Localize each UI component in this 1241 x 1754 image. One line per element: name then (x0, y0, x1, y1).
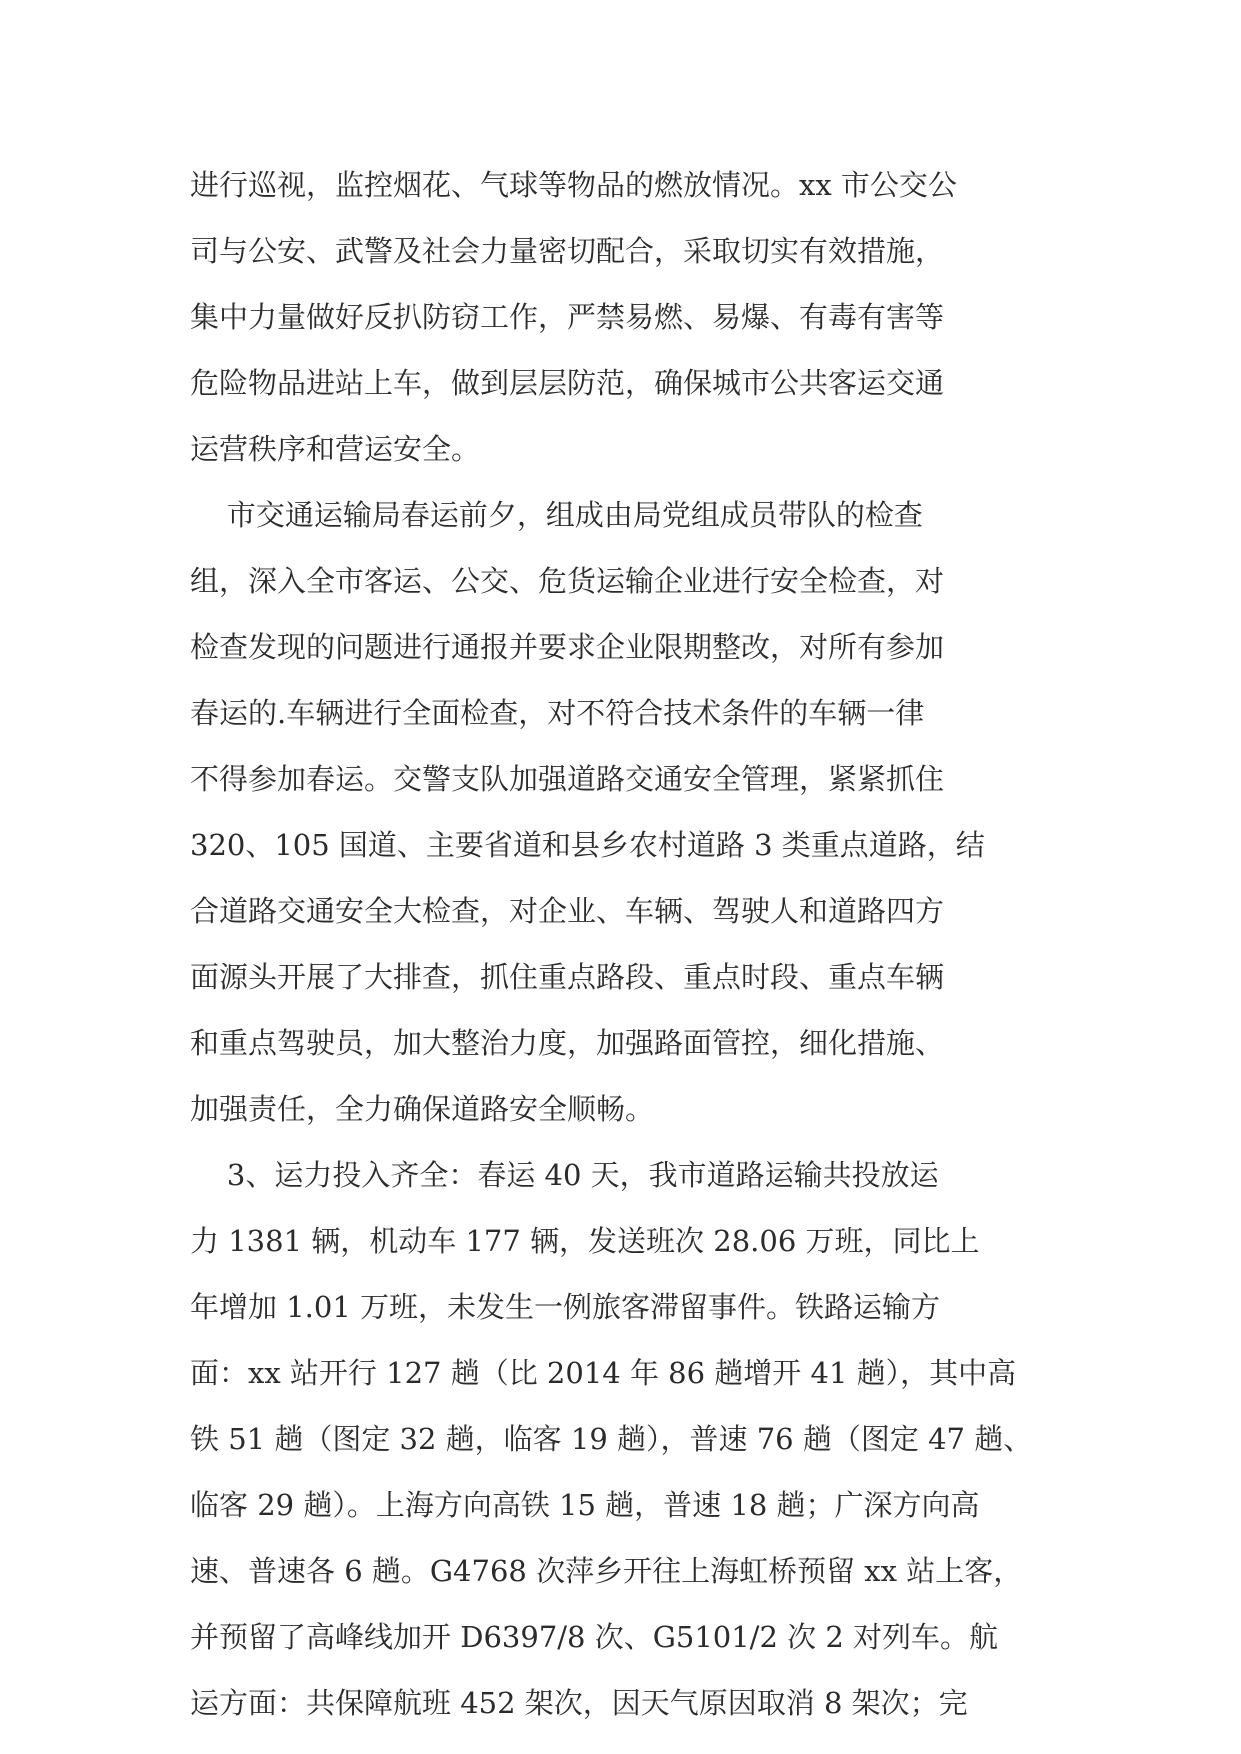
text-line: 春运的.车辆进行全面检查，对不符合技术条件的车辆一律 (190, 696, 925, 730)
text-line: 集中力量做好反扒防窃工作，严禁易燃、易爆、有毒有害等 (190, 300, 945, 334)
paragraph-start-line: 市交通运输局春运前夕，组成由局党组成员带队的检查 (190, 498, 923, 532)
text-line: 和重点驾驶员，加大整治力度，加强路面管控，细化措施、 (190, 1026, 945, 1060)
text-line: 面源头开展了大排查，抓住重点路段、重点时段、重点车辆 (190, 960, 945, 994)
text-line: 运方面：共保障航班 452 架次，因天气原因取消 8 架次；完 (190, 1686, 968, 1720)
body-text (190, 152, 1070, 1736)
text-line: 力 1381 辆，机动车 177 辆，发送班次 28.06 万班，同比上 (190, 1224, 980, 1258)
text-line: 不得参加春运。交警支队加强道路交通安全管理，紧紧抓住 (190, 762, 945, 796)
text-line: 320、105 国道、主要省道和县乡农村道路 3 类重点道路，结 (190, 828, 985, 862)
text-line: 运营秩序和营运安全。 (190, 432, 481, 466)
text-line: 面：xx 站开行 127 趟（比 2014 年 86 趟增开 41 趟），其中高 (190, 1356, 1017, 1390)
text-line: 组，深入全市客运、公交、危货运输企业进行安全检查，对 (190, 564, 945, 598)
paragraph-start-line: 3、运力投入齐全：春运 40 天，我市道路运输共投放运 (190, 1158, 939, 1192)
text-line: 危险物品进站上车，做到层层防范，确保城市公共客运交通 (190, 366, 945, 400)
text-line: 速、普速各 6 趟。G4768 次萍乡开往上海虹桥预留 xx 站上客， (190, 1554, 1023, 1588)
text-line: 合道路交通安全大检查，对企业、车辆、驾驶人和道路四方 (190, 894, 945, 928)
text-line: 检查发现的问题进行通报并要求企业限期整改，对所有参加 (190, 630, 945, 664)
text-line: 年增加 1.01 万班，未发生一例旅客滞留事件。铁路运输方 (190, 1290, 941, 1324)
text-line: 并预留了高峰线加开 D6397/8 次、G5101/2 次 2 对列车。航 (190, 1620, 999, 1654)
text-line: 铁 51 趟（图定 32 趟，临客 19 趟），普速 76 趟（图定 47 趟、 (190, 1422, 1033, 1456)
text-line: 加强责任，全力确保道路安全顺畅。 (190, 1092, 655, 1126)
text-line: 司与公安、武警及社会力量密切配合，采取切实有效措施， (190, 234, 945, 268)
text-line: 临客 29 趟）。上海方向高铁 15 趟，普速 18 趟；广深方向高 (190, 1488, 980, 1522)
text-line: 进行巡视，监控烟花、气球等物品的燃放情况。xx 市公交公 (190, 168, 957, 202)
